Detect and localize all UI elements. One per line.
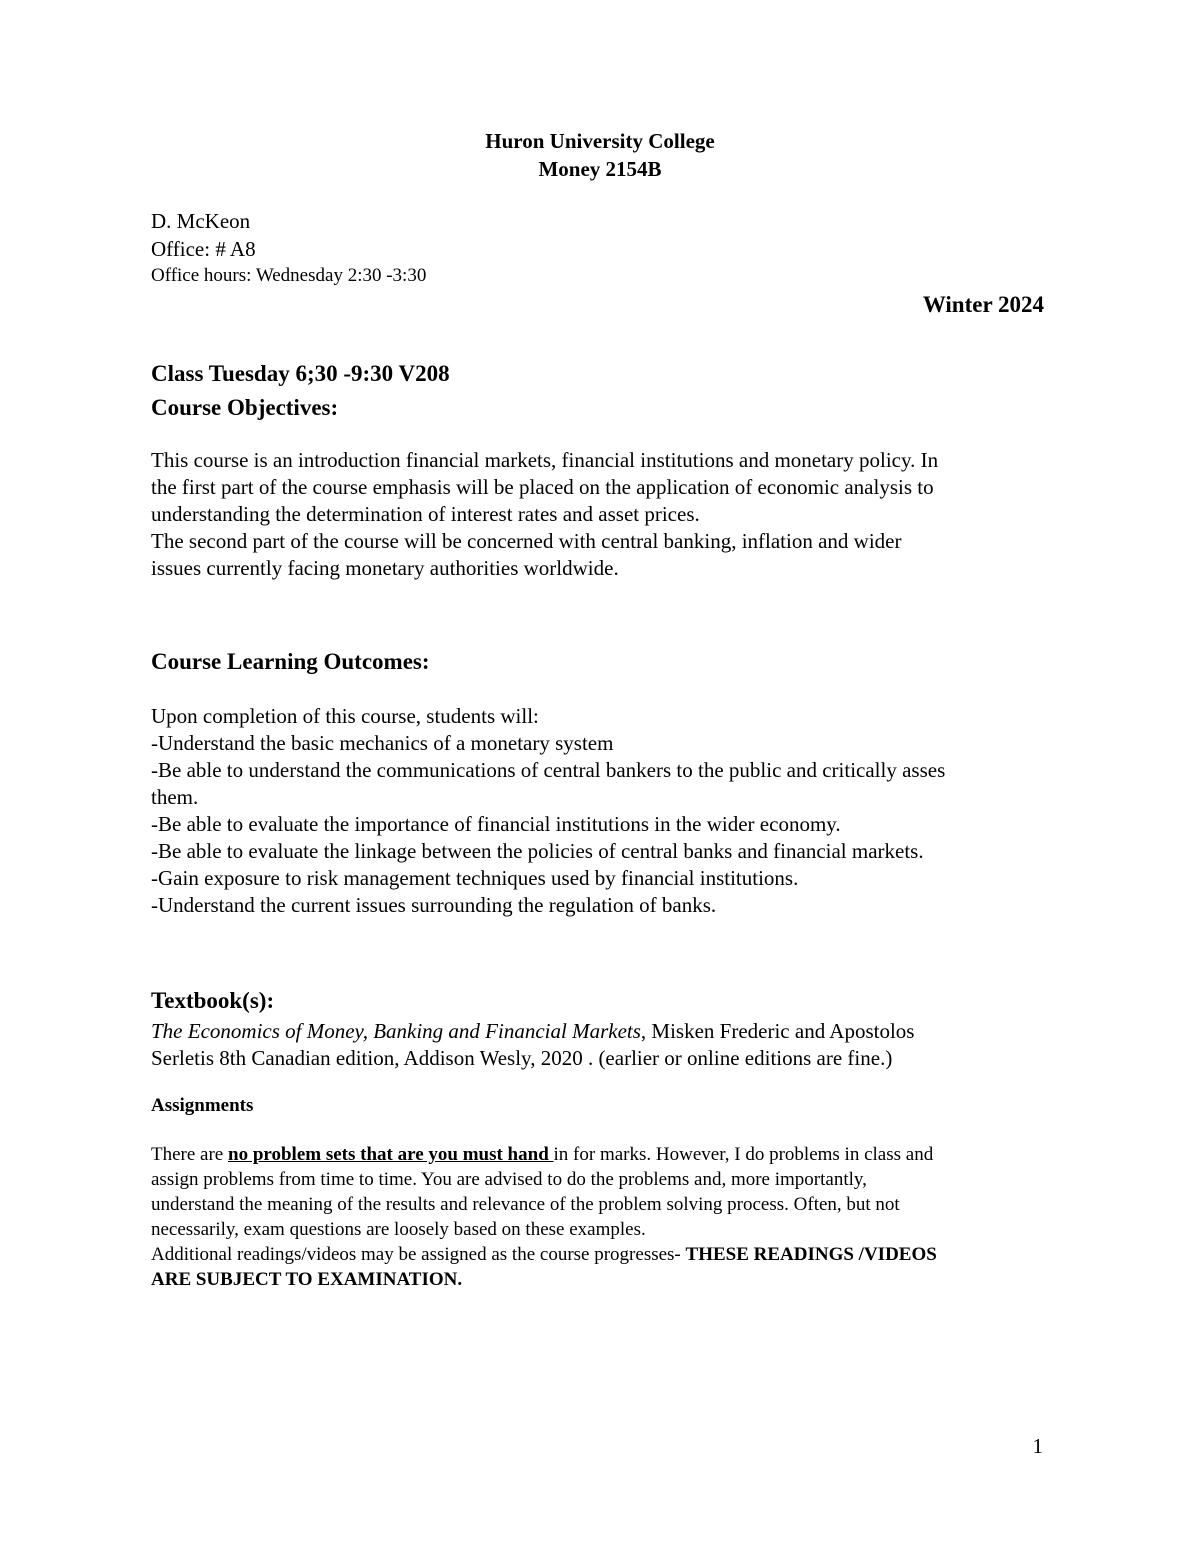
textbook-line — [151, 1018, 1051, 1045]
term-label: Winter 2024 — [922, 292, 1044, 317]
page-number: 1 — [1032, 1434, 1043, 1458]
outcomes-intro: Upon completion of this course, students will: — [151, 704, 539, 728]
institution-name: Huron University College — [485, 129, 715, 153]
course-code: Money 2154B — [538, 157, 662, 181]
outcome-item: -Be able to understand the communications of central bankers to the public and critically asses — [151, 758, 946, 782]
textbook-title: The Economics of Money, Banking and Financial Markets — [151, 1019, 641, 1043]
objectives-line: understanding the determination of interest rates and asset prices. — [151, 502, 700, 526]
assignments-line: understand the meaning of the results and relevance of the problem solving process. Often, but not — [151, 1194, 900, 1215]
objectives-line: the first part of the course emphasis will be placed on the application of economic analysis to — [151, 475, 934, 499]
office-hours: Office hours: Wednesday 2:30 -3:30 — [151, 265, 427, 286]
outcomes-list — [151, 703, 1051, 919]
outcome-item: -Be able to evaluate the importance of financial institutions in the wider economy. — [151, 812, 841, 836]
outcome-item: -Understand the current issues surrounding the regulation of banks. — [151, 893, 717, 917]
assignments-emphasis: no problem sets that are you must hand — [228, 1144, 554, 1165]
objectives-line: This course is an introduction financial markets, financial institutions and monetary policy. In — [151, 448, 939, 472]
objectives-section — [151, 357, 1051, 425]
assignments-warning: ARE SUBJECT TO EXAMINATION. — [151, 1269, 463, 1290]
outcome-item: -Gain exposure to risk management techniques used by financial institutions. — [151, 866, 799, 890]
assignments-warning: THESE READINGS /VIDEOS — [685, 1244, 937, 1265]
class-info: Class Tuesday 6;30 -9:30 V208 — [151, 361, 450, 386]
assignments-line: Additional readings/videos may be assigned as the course progresses- THESE READINGS /VIDEOS — [151, 1244, 937, 1265]
instructor-info — [151, 207, 426, 289]
outcome-item: them. — [151, 785, 199, 809]
objectives-text — [151, 447, 1051, 582]
assignments-line: assign problems from time to time. You are advised to do the problems and, more importantly, — [151, 1169, 867, 1190]
outcome-item: -Understand the basic mechanics of a monetary system — [151, 731, 614, 755]
textbook-section — [151, 984, 1051, 1072]
textbook-edition: Serletis 8th Canadian edition, Addison Wesly, 2020 . (earlier or online editions are fine.) — [151, 1046, 893, 1070]
textbook-authors: , Misken Frederic and Apostolos — [640, 1019, 915, 1043]
objectives-heading: Course Objectives: — [151, 395, 339, 420]
objectives-line: issues currently facing monetary authorities worldwide. — [151, 556, 619, 580]
assignments-line: necessarily, exam questions are loosely based on these examples. — [151, 1219, 646, 1240]
assignments-text — [151, 1142, 1051, 1292]
assignments-line: There are no problem sets that are you must hand in for marks. However, I do problems in class and — [151, 1144, 934, 1165]
textbook-heading: Textbook(s): — [151, 988, 275, 1013]
outcomes-heading: Course Learning Outcomes: — [151, 649, 430, 674]
instructor-office: Office: # A8 — [151, 237, 256, 261]
document-header — [0, 127, 1200, 183]
instructor-name: D. McKeon — [151, 209, 251, 233]
objectives-line: The second part of the course will be concerned with central banking, inflation and wider — [151, 529, 902, 553]
assignments-section — [151, 1093, 1051, 1119]
assignments-heading: Assignments — [151, 1095, 254, 1116]
outcome-item: -Be able to evaluate the linkage between the policies of central banks and financial markets. — [151, 839, 924, 863]
outcomes-section — [151, 645, 1051, 679]
